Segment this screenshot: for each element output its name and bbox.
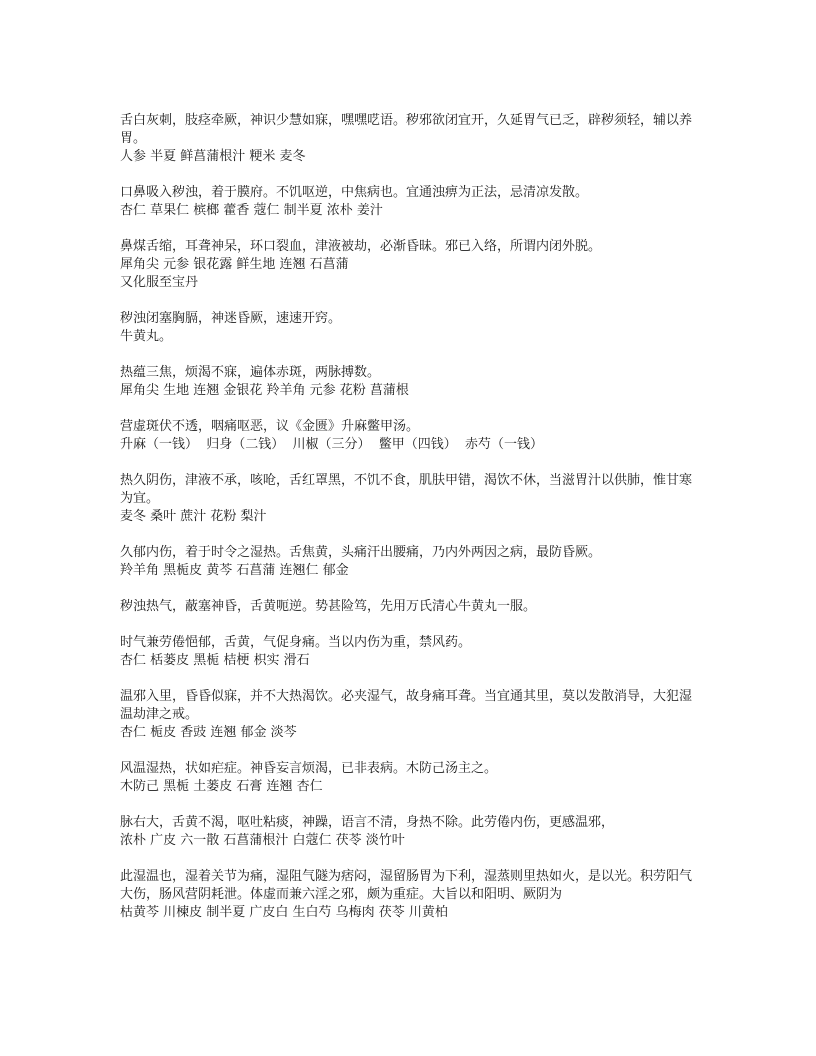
- case-entry: [120, 634, 700, 670]
- case-description: 温邪入里，昏昏似寐，并不大热渴饮。必夹湿气，故身痛耳聋。当宜通其里，莫以发散消导，大犯湿温劫津之戒。: [120, 689, 693, 722]
- case-description: 秽浊闭塞胸膈，神迷昏厥，速速开窍。: [120, 311, 342, 326]
- case-description: 热蕴三焦，烦渴不寐，遍体赤斑，两脉搏数。: [120, 365, 381, 380]
- case-entry: [120, 310, 700, 346]
- prescription-line: 犀角尖 生地 连翘 金银花 羚羊角 元参 花粉 菖蒲根: [120, 383, 409, 398]
- case-description: 风温湿热，状如疟症。神昏妄言烦渴，已非表病。木防己汤主之。: [120, 761, 498, 776]
- prescription-line: 羚羊角 黑栀皮 黄芩 石菖蒲 连翘仁 郁金: [120, 563, 349, 578]
- case-entry: [120, 112, 700, 166]
- case-description: 口鼻吸入秽浊，着于膜府。不饥呕逆，中焦病也。宜通浊痹为正法，忌清凉发散。: [120, 185, 589, 200]
- case-description: 此湿温也，湿着关节为痛，湿阻气隧为痞闷，湿留肠胃为下利，湿蒸则里热如火，是以光。积劳阳气大伤，肠风营阴耗泄。体虚而兼六淫之邪，颇为重症。大旨以和阳明、厥阴为: [120, 869, 693, 902]
- prescription-line: 人参 半夏 鲜菖蒲根汁 粳米 麦冬: [120, 149, 306, 164]
- case-description: 久郁内伤，着于时令之湿热。舌焦黄，头痛汗出腰痛，乃内外两因之病，最防昏厥。: [120, 545, 602, 560]
- prescription-line: 木防己 黑栀 土蒌皮 石膏 连翘 杏仁: [120, 779, 323, 794]
- case-entry: [120, 418, 700, 454]
- case-description: 热久阴伤，津液不承，咳呛，舌红罩黑，不饥不食，肌肤甲错，渴饮不休，当滋胃汁以供肺，惟甘寒为宜。: [120, 473, 693, 506]
- case-description: 时气兼劳倦悒郁，舌黄，气促身痛。当以内伤为重，禁风药。: [120, 635, 472, 650]
- case-entry: [120, 868, 700, 922]
- case-entry: [120, 760, 700, 796]
- prescription-line: 升麻（一钱） 归身（二钱） 川椒（三分） 鳖甲（四钱） 赤芍（一钱）: [120, 437, 544, 452]
- case-description: 秽浊热气，蔽塞神昏，舌黄呃逆。势甚险笃，先用万氏清心牛黄丸一服。: [120, 599, 537, 614]
- prescription-line: 犀角尖 元参 银花露 鲜生地 连翘 石菖蒲: [120, 257, 349, 272]
- case-entry: [120, 238, 700, 292]
- case-description: 营虚斑伏不透，咽痛呕恶，议《金匮》升麻鳖甲汤。: [120, 419, 420, 434]
- case-description: 舌白灰刺，肢痉牵厥，神识少慧如寐，嘿嘿呓语。秽邪欲闭宜开，久延胃气已乏，辟秽须轻，辅以养胃。: [120, 113, 693, 146]
- prescription-line: 杏仁 栝蒌皮 黑栀 桔梗 枳实 滑石: [120, 653, 310, 668]
- prescription-line: 麦冬 桑叶 蔗汁 花粉 梨汁: [120, 509, 267, 524]
- case-entry: [120, 544, 700, 580]
- case-description: 脉右大，舌黄不渴，呕吐粘痰，神躁，语言不清，身热不除。此劳倦内伤，更感温邪，: [120, 815, 615, 830]
- prescription-line: 浓朴 广皮 六一散 石菖蒲根汁 白蔻仁 茯苓 淡竹叶: [120, 833, 405, 848]
- prescription-line: 杏仁 草果仁 槟榔 藿香 蔻仁 制半夏 浓朴 姜汁: [120, 203, 383, 218]
- case-entry: [120, 184, 700, 220]
- document-page: [120, 112, 700, 940]
- case-description: 鼻煤舌缩，耳聋神呆，环口裂血，津液被劫，必渐昏昧。邪已入络，所谓内闭外脱。: [120, 239, 602, 254]
- prescription-line: 杏仁 栀皮 香豉 连翘 郁金 淡芩: [120, 725, 297, 740]
- case-entry: [120, 598, 700, 616]
- case-entry: [120, 814, 700, 850]
- prescription-line: 枯黄芩 川楝皮 制半夏 广皮白 生白芍 乌梅肉 茯苓 川黄柏: [120, 905, 448, 920]
- case-entry: [120, 364, 700, 400]
- prescription-line: 牛黄丸。: [120, 329, 173, 344]
- case-entry: [120, 472, 700, 526]
- prescription-line: 又化服至宝丹: [120, 275, 199, 290]
- case-entry: [120, 688, 700, 742]
